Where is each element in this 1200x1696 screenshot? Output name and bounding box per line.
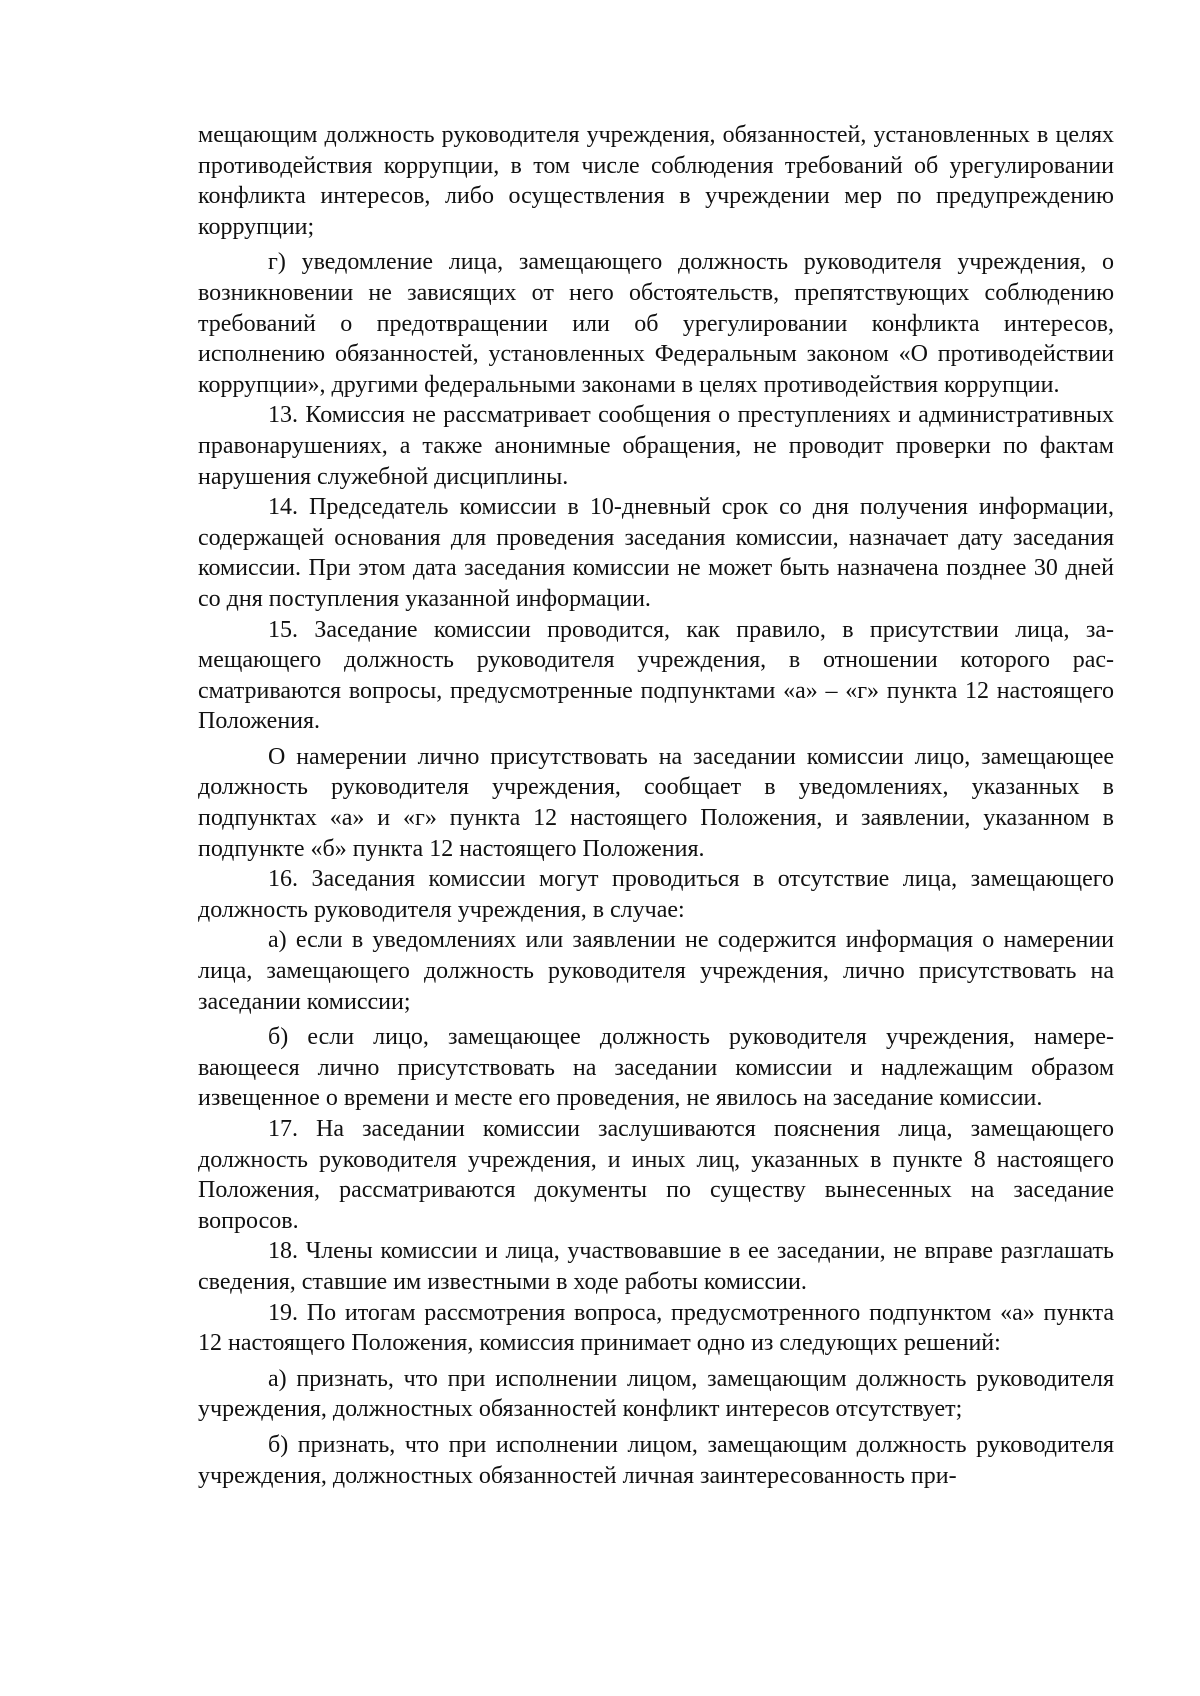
paragraph-item-19-a: а) признать, что при исполнении лицом, замещающим должность руководителя учреждения, должностных обязанностей конфликт интересов отсутствует; [198,1365,1114,1423]
paragraph-attendance-intent: О намерении лично присутствовать на заседании комиссии лицо, замещающее должность руководителя учреждения, сообщает в уведомлениях, указанных в подпунктах «а» и «г» пункта 12 настоящего Положения, и заявлении, указанном в подпункте «б» пункта 12 настоящего Положения. [198,743,1114,862]
paragraph-item-19-b: б) признать, что при исполнении лицом, замещающим должность руководителя учреждения, должностных обязанностей личная заинтересованность при- [198,1431,1114,1489]
paragraph-item-14: 14. Председатель комиссии в 10-дневный срок со дня получения информации, содержащей основания для проведения заседания комиссии, назначает дату заседания комиссии. При этом дата заседания комиссии не может быть назначена позднее 30 дней со дня поступления указанной информации. [198,494,1114,612]
paragraph-item-16: 16. Заседания комиссии могут проводиться в отсутствие лица, замещающего должность руководителя учреждения, в случае: [198,866,1114,923]
paragraph-item-15: 15. Заседание комиссии проводится, как правило, в присутствии лица, замещающего должность руководителя учреждения, в отношении которого рассматриваются вопросы, предусмотренные подпунктами «а» – «г» пункта 12 настоящего Положения. [198,616,1114,735]
document-body [198,120,1114,1491]
paragraph-item-17: 17. На заседании комиссии заслушиваются пояснения лица, замещающего должность руководителя учреждения, и иных лиц, указанных в пункте 8 настоящего Положения, рассматриваются документы по существу вынесенных на заседание вопросов. [198,1116,1114,1234]
paragraph-item-19: 19. По итогам рассмотрения вопроса, предусмотренного подпунктом «а» пункта 12 настоящего Положения, комиссия принимает одно из следующих решений: [198,1299,1114,1357]
paragraph-continuation: мещающим должность руководителя учреждения, обязанностей, установленных в целях противодействия коррупции, в том числе соблюдения требований об урегулировании конфликта интересов, либо осуществления в учреждении мер по предупреждению коррупции; [198,122,1114,240]
paragraph-item-16-a: а) если в уведомлениях или заявлении не содержится информация о намерении лица, замещающего должность руководителя учреждения, лично присутствовать на заседании комиссии; [198,927,1114,1015]
paragraph-item-18: 18. Члены комиссии и лица, участвовавшие в ее заседании, не вправе разглашать сведения, ставшие им известными в ходе работы комиссии. [198,1238,1114,1295]
paragraph-item-13: 13. Комиссия не рассматривает сообщения о преступлениях и административных правонарушениях, а также анонимные обращения, не проводит проверки по фактам нарушения служебной дисциплины. [198,402,1114,490]
paragraph-item-16-b: б) если лицо, замещающее должность руководителя учреждения, намеревающееся лично присутствовать на заседании комиссии и надлежащим образом извещенное о времени и месте его проведения, не явилось на заседание комиссии. [198,1024,1114,1112]
paragraph-subitem-g: г) уведомление лица, замещающего должность руководителя учреждения, о возникновении не зависящих от него обстоятельств, препятствующих соблюдению требований о предотвращении или об урегулировании конфликта интересов, исполнению обязанностей, установленных Федеральным законом «О противодействии коррупции», другими федеральными законами в целях противодействия коррупции. [198,249,1114,398]
